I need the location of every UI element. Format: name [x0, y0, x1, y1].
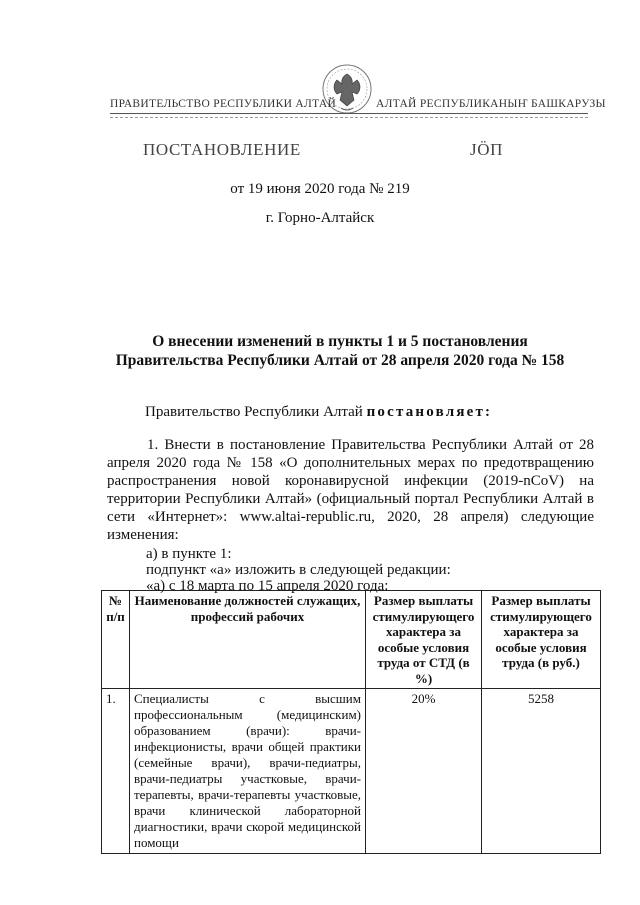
col-header-number: № п/п — [102, 591, 130, 689]
preamble-text: Правительство Республики Алтай — [145, 404, 363, 420]
decree-city: г. Горно-Алтайск — [265, 210, 375, 226]
government-name-altai: АЛТАЙ РЕСПУБЛИКАНЫҤ БАШКАРУЗЫ — [376, 98, 606, 110]
col-header-position: Наименование должностей служащих, профессий рабочих — [130, 591, 366, 689]
decree-date: от 19 июня 2020 года № 219 — [230, 181, 410, 197]
payments-table — [101, 590, 601, 854]
table-row — [102, 689, 601, 854]
col-header-rubles: Размер выплаты стимулирующего характера за особые условия труда (в руб.) — [482, 591, 601, 689]
preamble-verb: постановляет: — [366, 404, 493, 420]
cell-position: Специалисты с высшим профессиональным (медицинским) образованием (врачи): врачи-инфекционисты, врачи общей практики (семейные врачи), врачи-педиатры, врачи-педиатры участковые, врачи-терапевты, врачи-терапевты участковые, врачи клинической лабораторной диагностики, врачи скорой медицинской помощи — [130, 689, 366, 854]
decree-label-russian: ПОСТАНОВЛЕНИЕ — [143, 140, 301, 159]
preamble — [145, 404, 492, 421]
subitem-a: а) в пункте 1: — [146, 546, 232, 562]
decree-label-altai: ЈӦП — [470, 140, 503, 159]
paragraph-1: 1. Внести в постановление Правительства Республики Алтай от 28 апреля 2020 года № 158 «О дополнительных мерах по предотвращению распространения новой коронавирусной инфекции (2019-nCoV) на территории Республики Алтай» (официальный портал Республики Алтай в сети «Интернет»: www.altai-republic.ru, 2020, 28 апреля) следующие изменения: — [107, 437, 594, 543]
header-rule — [110, 113, 588, 114]
col-header-percent: Размер выплаты стимулирующего характера за особые условия труда от СТД (в %) — [366, 591, 482, 689]
government-name-russian: ПРАВИТЕЛЬСТВО РЕСПУБЛИКИ АЛТАЙ — [110, 98, 337, 110]
table-header-row — [102, 591, 601, 689]
header-rule-dashed — [110, 117, 588, 118]
cell-percent: 20% — [366, 689, 482, 854]
document-title: О внесении изменений в пункты 1 и 5 постановления Правительства Республики Алтай от 28 апреля 2020 года № 158 — [115, 333, 565, 369]
cell-number: 1. — [102, 689, 130, 854]
subitem-a-text: «а) с 18 марта по 15 апреля 2020 года: — [146, 578, 389, 594]
cell-rubles: 5258 — [482, 689, 601, 854]
subitem-instruction: подпункт «а» изложить в следующей редакции: — [146, 562, 451, 578]
